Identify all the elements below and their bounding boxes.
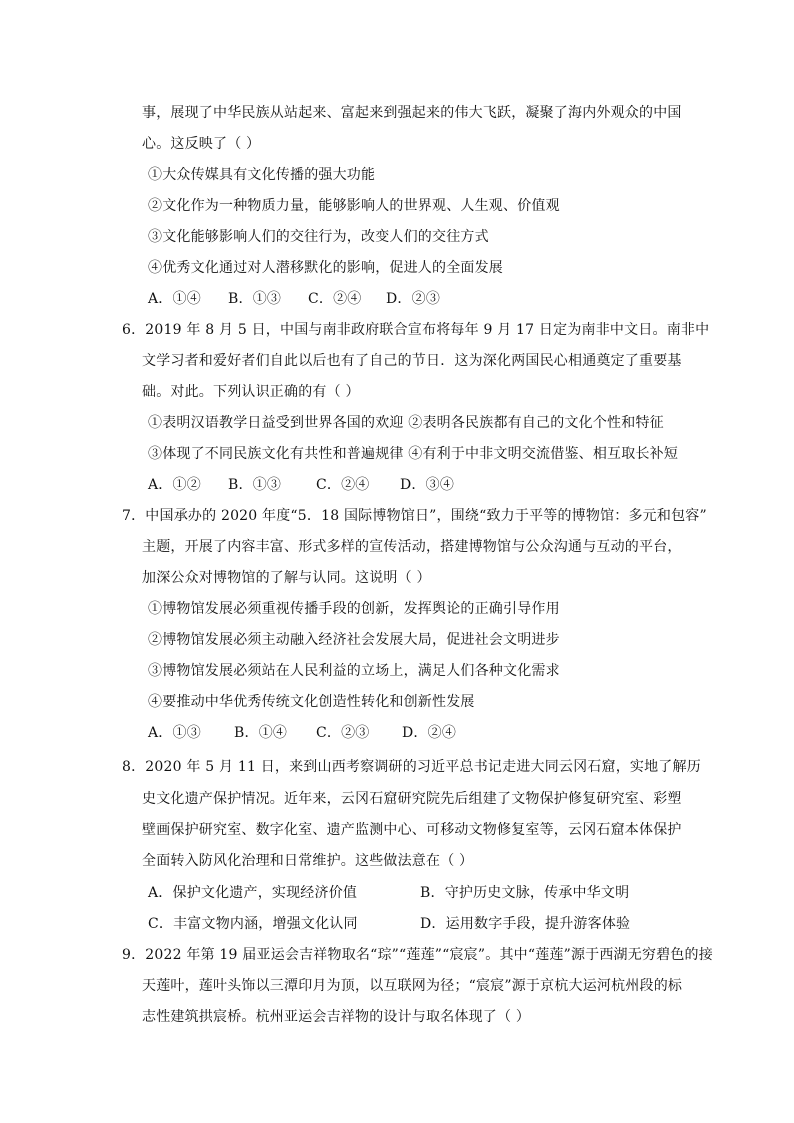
q5-choice-c[interactable]: C．②④ xyxy=(308,291,362,307)
q5-text-line-2: 心。这反映了（ ） xyxy=(142,136,261,152)
q7-choice-c[interactable]: C．②③ xyxy=(316,725,370,741)
q8-text-line-3: 壁画保护研究室、数字化室、遗产监测中心、可移动文物修复室等，云冈石窟本体保护 xyxy=(142,822,682,838)
q5-choice-a[interactable]: A．①④ xyxy=(148,291,201,307)
q7-choice-d[interactable]: D．②④ xyxy=(402,725,457,741)
q8-choice-c[interactable]: C．丰富文物内涵，增强文化认同 xyxy=(148,916,358,932)
q8-text-line-4: 全面转入防风化治理和日常维护。这些做法意在（ ） xyxy=(142,853,474,869)
q5-option-4: ④优秀文化通过对人潜移默化的影响，促进人的全面发展 xyxy=(148,260,503,276)
q8-choice-a[interactable]: A．保护文化遗产，实现经济价值 xyxy=(148,885,358,901)
q8-choice-d[interactable]: D．运用数字手段，提升游客体验 xyxy=(420,916,631,932)
q8-text-line-2: 史文化遗产保护情况。近年来，云冈石窟研究院先后组建了文物保护修复研究室、彩塑 xyxy=(142,791,682,807)
q6-choice-d[interactable]: D．③④ xyxy=(400,477,455,493)
q7-text-line-1: 7．中国承办的 2020 年度“5．18 国际博物馆日”，围绕“致力于平等的博物馆：多元和包容” xyxy=(122,508,707,524)
q6-options-row-2: ③体现了不同民族文化有共性和普遍规律 ④有利于中非文明交流借鉴、相互取长补短 xyxy=(148,446,679,462)
q7-text-line-3: 加深公众对博物馆的了解与认同。这说明（ ） xyxy=(142,570,431,586)
q6-options-row-1: ①表明汉语教学日益受到世界各国的欢迎 ②表明各民族都有自己的文化个性和特征 xyxy=(148,415,664,431)
q7-choice-a[interactable]: A．①③ xyxy=(148,725,201,741)
q7-choice-b[interactable]: B．①④ xyxy=(234,725,288,741)
q5-option-3: ③文化能够影响人们的交往行为，改变人们的交往方式 xyxy=(148,229,489,245)
q6-text-line-1: 6．2019 年 8 月 5 日，中国与南非政府联合宣布将每年 9 月 17 日定为南非中文日。南非中 xyxy=(122,322,710,338)
q8-choice-b[interactable]: B．守护历史文脉，传承中华文明 xyxy=(420,885,630,901)
q6-choice-a[interactable]: A．①② xyxy=(148,477,201,493)
q5-option-1: ①大众传媒具有文化传播的强大功能 xyxy=(148,167,376,183)
q9-text-line-1: 9．2022 年第 19 届亚运会吉祥物取名“琮”“莲莲”“宸宸”。其中“莲莲”源于西湖无穷碧色的接 xyxy=(122,947,713,963)
q6-text-line-3: 础。对此。下列认识正确的有（ ） xyxy=(142,384,360,400)
q6-choice-c[interactable]: C．②④ xyxy=(316,477,370,493)
q7-text-line-2: 主题，开展了内容丰富、形式多样的宣传活动，搭建博物馆与公众沟通与互动的平台， xyxy=(142,539,682,555)
q5-choice-b[interactable]: B．①③ xyxy=(228,291,282,307)
q5-choice-d[interactable]: D．②③ xyxy=(386,291,441,307)
q9-text-line-2: 天莲叶，莲叶头饰以三潭印月为顶，以互联网为径；“宸宸”源于京杭大运河杭州段的标 xyxy=(142,978,683,994)
q6-text-line-2: 文学习者和爱好者们自此以后也有了自己的节日．这为深化两国民心相通奠定了重要基 xyxy=(142,353,682,369)
q7-option-2: ②博物馆发展必须主动融入经济社会发展大局，促进社会文明进步 xyxy=(148,632,560,648)
q5-text-line-1: 事，展现了中华民族从站起来、富起来到强起来的伟大飞跃，凝聚了海内外观众的中国 xyxy=(142,105,682,121)
q7-option-1: ①博物馆发展必须重视传播手段的创新，发挥舆论的正确引导作用 xyxy=(148,601,560,617)
q7-option-3: ③博物馆发展必须站在人民利益的立场上，满足人们各种文化需求 xyxy=(148,663,560,679)
q9-text-line-3: 志性建筑拱宸桥。杭州亚运会吉祥物的设计与取名体现了（ ） xyxy=(142,1009,531,1025)
q8-text-line-1: 8．2020 年 5 月 11 日，来到山西考察调研的习近平总书记走进大同云冈石窟，实地了解历 xyxy=(122,759,701,775)
q6-choice-b[interactable]: B．①③ xyxy=(228,477,282,493)
q5-option-2: ②文化作为一种物质力量，能够影响人的世界观、人生观、价值观 xyxy=(148,198,560,214)
q7-option-4: ④要推动中华优秀传统文化创造性转化和创新性发展 xyxy=(148,694,475,710)
